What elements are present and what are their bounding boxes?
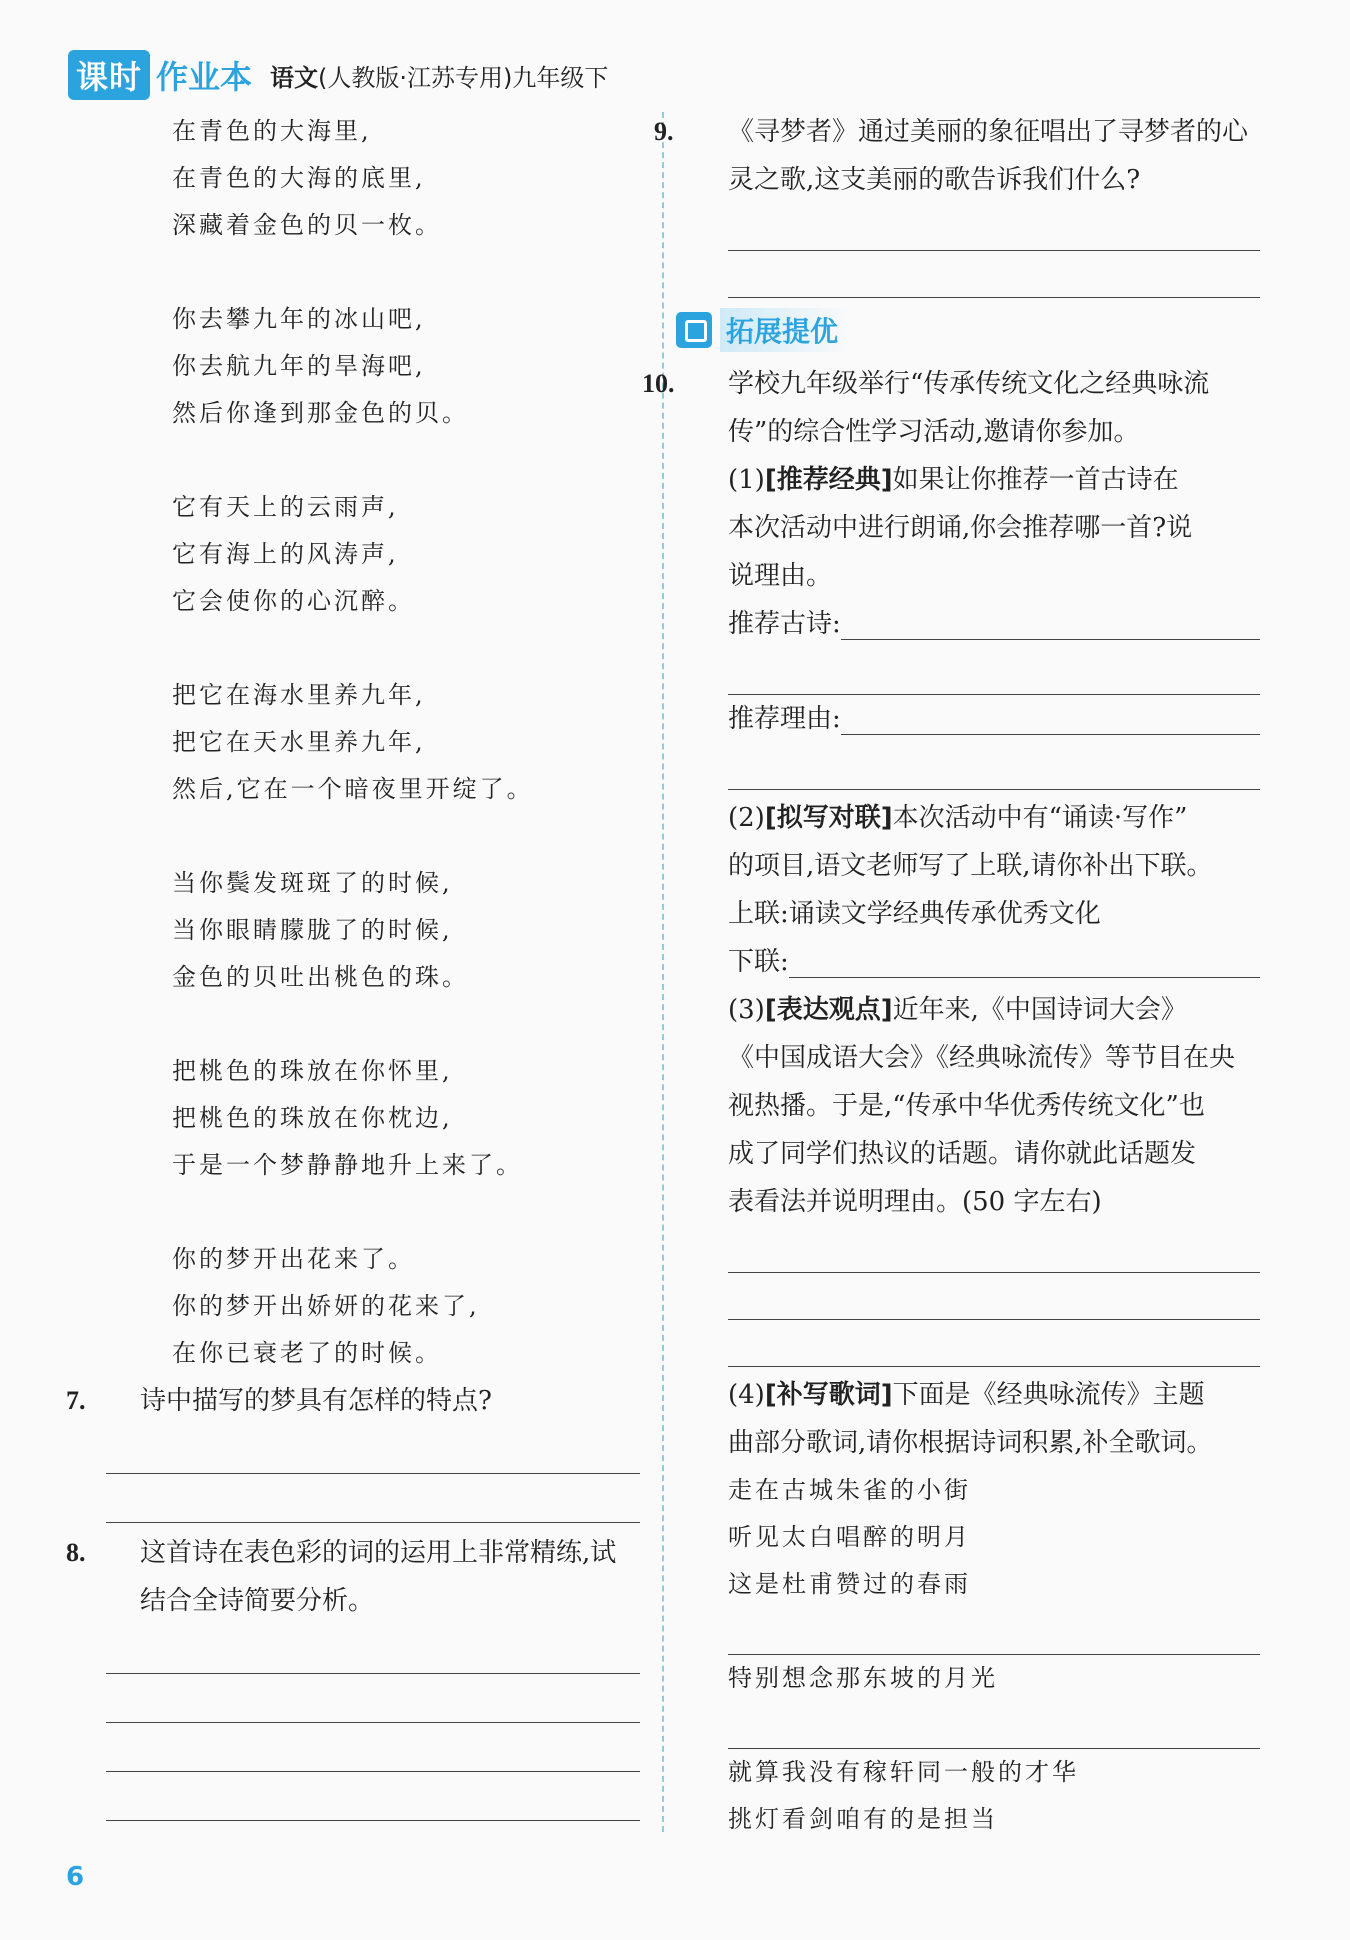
question-8 xyxy=(66,1529,640,1625)
poem-line: 把桃色的珠放在你枕边, xyxy=(172,1104,453,1132)
part-4 xyxy=(688,1371,1260,1419)
answer-line[interactable] xyxy=(728,648,1260,695)
logo-keshi: 课时 xyxy=(68,50,150,100)
part-text: 近年来,《中国诗词大会》 xyxy=(892,995,1187,1025)
answer-line[interactable] xyxy=(841,603,1260,640)
recommend-poem-field xyxy=(688,600,1260,648)
poem-line: 你去攀九年的冰山吧, xyxy=(172,305,426,333)
question-number: 8. xyxy=(66,1538,86,1567)
poem-line: 把桃色的珠放在你怀里, xyxy=(172,1057,453,1085)
poem xyxy=(100,108,640,1377)
answer-line[interactable] xyxy=(728,1702,1260,1749)
poem-line: 你去航九年的旱海吧, xyxy=(172,352,426,380)
edition-label: (人教版·江苏专用)九年级下 xyxy=(318,63,609,92)
question-text: 传”的综合性学习活动,邀请你参加。 xyxy=(728,417,1140,447)
question-text: 这首诗在表色彩的词的运用上非常精练,试 xyxy=(140,1538,617,1568)
lyric-line: 这是杜甫赞过的春雨 xyxy=(728,1570,971,1598)
part-tag: [表达观点] xyxy=(764,995,893,1025)
answer-line[interactable] xyxy=(106,1474,640,1523)
poem-line: 在你已衰老了的时候。 xyxy=(172,1339,442,1367)
question-number: 10. xyxy=(642,369,675,398)
part-tag: [推荐经典] xyxy=(764,465,893,495)
poem-line: 把它在天水里养九年, xyxy=(172,728,426,756)
part-2 xyxy=(688,794,1260,842)
answer-line[interactable] xyxy=(106,1425,640,1474)
right-column xyxy=(642,108,1260,1843)
answer-line[interactable] xyxy=(728,1273,1260,1320)
poem-line: 把它在海水里养九年, xyxy=(172,681,426,709)
lyric-line: 挑灯看剑咱有的是担当 xyxy=(728,1805,998,1833)
lyric-line: 特别想念那东坡的月光 xyxy=(728,1664,998,1692)
part-text: 下面是《经典咏流传》主题 xyxy=(892,1380,1205,1410)
answer-line[interactable] xyxy=(789,941,1260,978)
answer-line[interactable] xyxy=(841,698,1260,735)
part-text: 如果让你推荐一首古诗在 xyxy=(892,465,1179,495)
left-column xyxy=(66,108,640,1821)
field-label: 推荐古诗: xyxy=(728,609,841,639)
part-number: (4) xyxy=(728,1380,765,1410)
pencil-icon xyxy=(676,312,712,348)
question-number: 9. xyxy=(654,117,674,146)
poem-line: 它会使你的心沉醉。 xyxy=(172,587,415,615)
poem-stanza xyxy=(100,1048,640,1189)
part-number: (3) xyxy=(728,995,765,1025)
poem-line: 你的梦开出娇妍的花来了, xyxy=(172,1292,480,1320)
answer-line[interactable] xyxy=(106,1674,640,1723)
poem-stanza xyxy=(100,108,640,249)
part-number: (1) xyxy=(728,465,765,495)
part-3 xyxy=(688,986,1260,1034)
poem-line: 深藏着金色的贝一枚。 xyxy=(172,211,442,239)
section-header xyxy=(676,308,1260,352)
field-label: 推荐理由: xyxy=(728,704,841,734)
part-tag: [拟写对联] xyxy=(764,803,893,833)
part-text: 视热播。于是,“传承中华优秀传统文化”也 xyxy=(728,1091,1205,1121)
page-header xyxy=(68,52,608,98)
poem-stanza xyxy=(100,296,640,437)
answer-line[interactable] xyxy=(728,1608,1260,1655)
poem-stanza xyxy=(100,672,640,813)
upper-couplet: 上联:诵读文学经典传承优秀文化 xyxy=(728,899,1101,929)
poem-line: 金色的贝吐出桃色的珠。 xyxy=(172,963,469,991)
poem-line: 你的梦开出花来了。 xyxy=(172,1245,415,1273)
logo xyxy=(68,50,252,100)
field-label: 下联: xyxy=(728,947,789,977)
part-text: 《中国成语大会》《经典咏流传》等节目在央 xyxy=(728,1043,1236,1073)
poem-line: 当你眼睛朦胧了的时候, xyxy=(172,916,453,944)
question-number: 7. xyxy=(66,1386,86,1415)
recommend-reason-field xyxy=(688,695,1260,743)
answer-line[interactable] xyxy=(106,1625,640,1674)
poem-line: 然后你逢到那金色的贝。 xyxy=(172,399,469,427)
question-text: 诗中描写的梦具有怎样的特点? xyxy=(140,1386,492,1416)
poem-line: 于是一个梦静静地升上来了。 xyxy=(172,1151,523,1179)
answer-line[interactable] xyxy=(106,1772,640,1821)
answer-line[interactable] xyxy=(728,1320,1260,1367)
question-7 xyxy=(66,1377,640,1425)
poem-stanza xyxy=(100,1236,640,1377)
part-text: 曲部分歌词,请你根据诗词积累,补全歌词。 xyxy=(728,1428,1213,1458)
poem-line: 当你鬓发斑斑了的时候, xyxy=(172,869,453,897)
subject-label: 语文 xyxy=(270,63,319,92)
poem-stanza xyxy=(100,484,640,625)
answer-line[interactable] xyxy=(728,1226,1260,1273)
question-9 xyxy=(654,108,1260,204)
part-text: 本次活动中有“诵读·写作” xyxy=(892,803,1188,833)
poem-line: 它有海上的风涛声, xyxy=(172,540,399,568)
part-text: 本次活动中进行朗诵,你会推荐哪一首?说 xyxy=(728,513,1193,543)
lyric-line: 就算我没有稼轩同一般的才华 xyxy=(728,1758,1079,1786)
poem-stanza xyxy=(100,860,640,1001)
logo-zuoye: 作业本 xyxy=(156,58,253,96)
section-title: 拓展提优 xyxy=(720,308,852,352)
poem-line: 然后,它在一个暗夜里开绽了。 xyxy=(172,775,534,803)
part-number: (2) xyxy=(728,803,765,833)
page-number: 6 xyxy=(66,1862,85,1892)
answer-line[interactable] xyxy=(728,251,1260,298)
question-text: 学校九年级举行“传承传统文化之经典咏流 xyxy=(728,369,1210,399)
question-text: 《寻梦者》通过美丽的象征唱出了寻梦者的心 xyxy=(728,117,1249,147)
part-text: 成了同学们热议的话题。请你就此话题发 xyxy=(728,1139,1197,1169)
part-tag: [补写歌词] xyxy=(764,1380,893,1410)
poem-line: 它有天上的云雨声, xyxy=(172,493,399,521)
part-text: 表看法并说明理由。(50 字左右) xyxy=(728,1187,1102,1217)
question-10 xyxy=(642,360,1260,456)
lower-couplet-field xyxy=(688,938,1260,986)
part-text: 说理由。 xyxy=(728,561,833,591)
part-1 xyxy=(688,456,1260,504)
question-text: 灵之歌,这支美丽的歌告诉我们什么? xyxy=(728,165,1141,195)
poem-line: 在青色的大海里, xyxy=(172,117,372,145)
lyric-line: 听见太白唱醉的明月 xyxy=(728,1523,971,1551)
header-subject xyxy=(270,58,608,93)
answer-line[interactable] xyxy=(106,1723,640,1772)
question-text: 结合全诗简要分析。 xyxy=(140,1586,375,1616)
answer-line[interactable] xyxy=(728,204,1260,251)
part-text: 的项目,语文老师写了上联,请你补出下联。 xyxy=(728,851,1213,881)
lyric-line: 走在古城朱雀的小街 xyxy=(728,1476,971,1504)
answer-line[interactable] xyxy=(728,743,1260,790)
poem-line: 在青色的大海的底里, xyxy=(172,164,426,192)
